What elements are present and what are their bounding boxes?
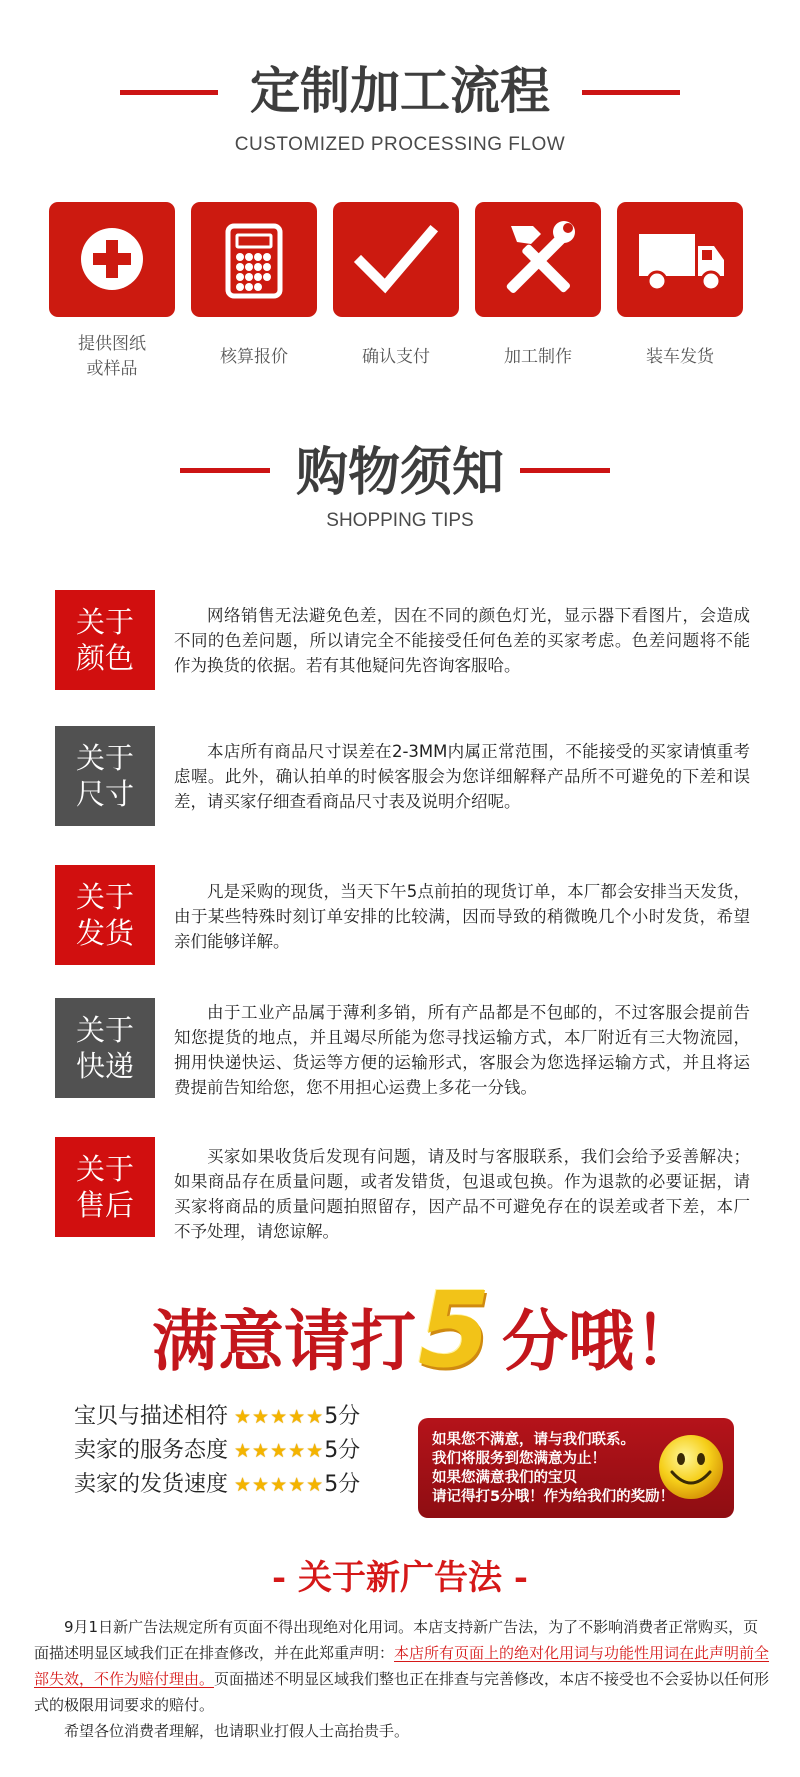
- ad-law-title: - 关于新广告法 -: [272, 1558, 528, 1598]
- rating-row-description: 宝贝与描述相符 ★★★★★5分: [74, 1404, 361, 1429]
- tip-text-aftersales: 买家如果收货后发现有问题，请及时与客服联系，我们会给予妥善解决；如果商品存在质量问题，或者发错货，包退或包换。作为退款的必要证据，请买家将商品的质量问题拍照留存，因产品不可避免存在的误差或者下差，本厂不予处理，请您谅解。: [174, 1147, 750, 1241]
- tip-tag-aftersales: 关于 售后: [55, 1137, 155, 1237]
- rating-slogan-number: 5: [418, 1269, 491, 1391]
- truck-icon: [617, 202, 743, 317]
- tip-text-color: 网络销售无法避免色差，因在不同的颜色灯光，显示器下看图片，会造成不同的色差问题，所以请完全不能接受任何色差的买家考虑。色差问题将不能作为换货的依据。若有其他疑问先咨询客服哈。: [174, 606, 750, 675]
- rating-slogan-left: 满意请打: [152, 1303, 416, 1380]
- tip-text-express: 由于工业产品属于薄利多销，所有产品都是不包邮的，不过客服会提前告知您提货的地点，并且竭尽所能为您寻找运输方式，本厂附近有三大物流园，拥用快递快运、货运等方便的运输形式，客服会为您选择运输方式，并且将运费提前告知给您，您不用担心运费上多花一分钱。: [174, 1003, 750, 1097]
- tip-text-size: 本店所有商品尺寸误差在2-3MM内属正常范围，不能接受的买家请慎重考虑喔。此外，确认拍单的时候客服会为您详细解释产品所不可避免的下差和误差，请买家仔细查看商品尺寸表及说明介绍呢。: [174, 742, 750, 811]
- plus-circle-icon: [49, 202, 175, 317]
- step-label-quote: 核算报价: [220, 347, 288, 367]
- process-subtitle: CUSTOMIZED PROCESSING FLOW: [234, 134, 566, 155]
- tools-icon: [475, 202, 601, 317]
- process-title: 定制加工流程: [250, 62, 550, 120]
- ad-law-disclaimer-highlight: 本店所有页面上的绝对化用词与功能性用词在此声明前全部失效，不作为赔付理由。: [34, 1644, 770, 1688]
- tip-tag-shipping: 关于 发货: [55, 865, 155, 965]
- shopping-subtitle: SHOPPING TIPS: [326, 510, 474, 531]
- step-tile-drawings: [49, 202, 175, 317]
- step-tile-quote: [191, 202, 317, 317]
- tip-tag-express: 关于 快递: [55, 998, 155, 1098]
- ad-law-paragraph-1: 9月1日新广告法规定所有页面不得出现绝对化用词。本店支持新广告法，为了不影响消费者正常购买，页面描述明显区域我们正在排查修改，并在此郑重声明：本店所有页面上的绝对化用词与功能性用词在此声明前全部失效，不作为赔付理由。页面描述不明显区域我们整也正在排查与完善修改，本店不接受也不会妥协以任何形式的极限用词要求的赔付。: [34, 1618, 770, 1714]
- step-label-drawings: 提供图纸 或样品: [78, 334, 146, 379]
- step-label-shipping: 装车发货: [646, 347, 714, 367]
- checkmark-icon: [333, 202, 459, 317]
- five-stars-icon: ★★★★★: [234, 1440, 325, 1462]
- message-line-1: 如果您不满意，请与我们联系。: [432, 1432, 635, 1448]
- message-line-3: 如果您满意我们的宝贝: [432, 1470, 577, 1486]
- tip-tag-color: 关于 颜色: [55, 590, 155, 690]
- step-tile-processing: [475, 202, 601, 317]
- tip-tag-size: 关于 尺寸: [55, 726, 155, 826]
- step-label-processing: 加工制作: [504, 347, 572, 367]
- shopping-title: 购物须知: [295, 443, 504, 503]
- smiley-icon: [656, 1432, 726, 1502]
- rating-row-delivery: 卖家的发货速度 ★★★★★5分: [74, 1472, 361, 1497]
- calculator-icon: [191, 202, 317, 317]
- message-line-2: 我们将服务到您满意为止！: [432, 1451, 606, 1467]
- step-tile-shipping: [617, 202, 743, 317]
- step-tile-payment: [333, 202, 459, 317]
- step-label-payment: 确认支付: [362, 347, 430, 367]
- message-line-4: 请记得打5分哦！作为给我们的奖励！: [432, 1489, 675, 1505]
- five-stars-icon: ★★★★★: [234, 1474, 325, 1496]
- rating-slogan-right: 分哦！: [502, 1303, 700, 1380]
- rating-message-box: [418, 1418, 734, 1518]
- rating-row-service: 卖家的服务态度 ★★★★★5分: [74, 1438, 361, 1463]
- five-stars-icon: ★★★★★: [234, 1406, 325, 1428]
- ad-law-paragraph-2: 希望各位消费者理解，也请职业打假人士高抬贵手。: [64, 1722, 410, 1740]
- tip-text-shipping: 凡是采购的现货，当天下午5点前拍的现货订单，本厂都会安排当天发货，由于某些特殊时刻订单安排的比较满，因而导致的稍微晚几个小时发货，希望亲们能够详解。: [174, 882, 750, 951]
